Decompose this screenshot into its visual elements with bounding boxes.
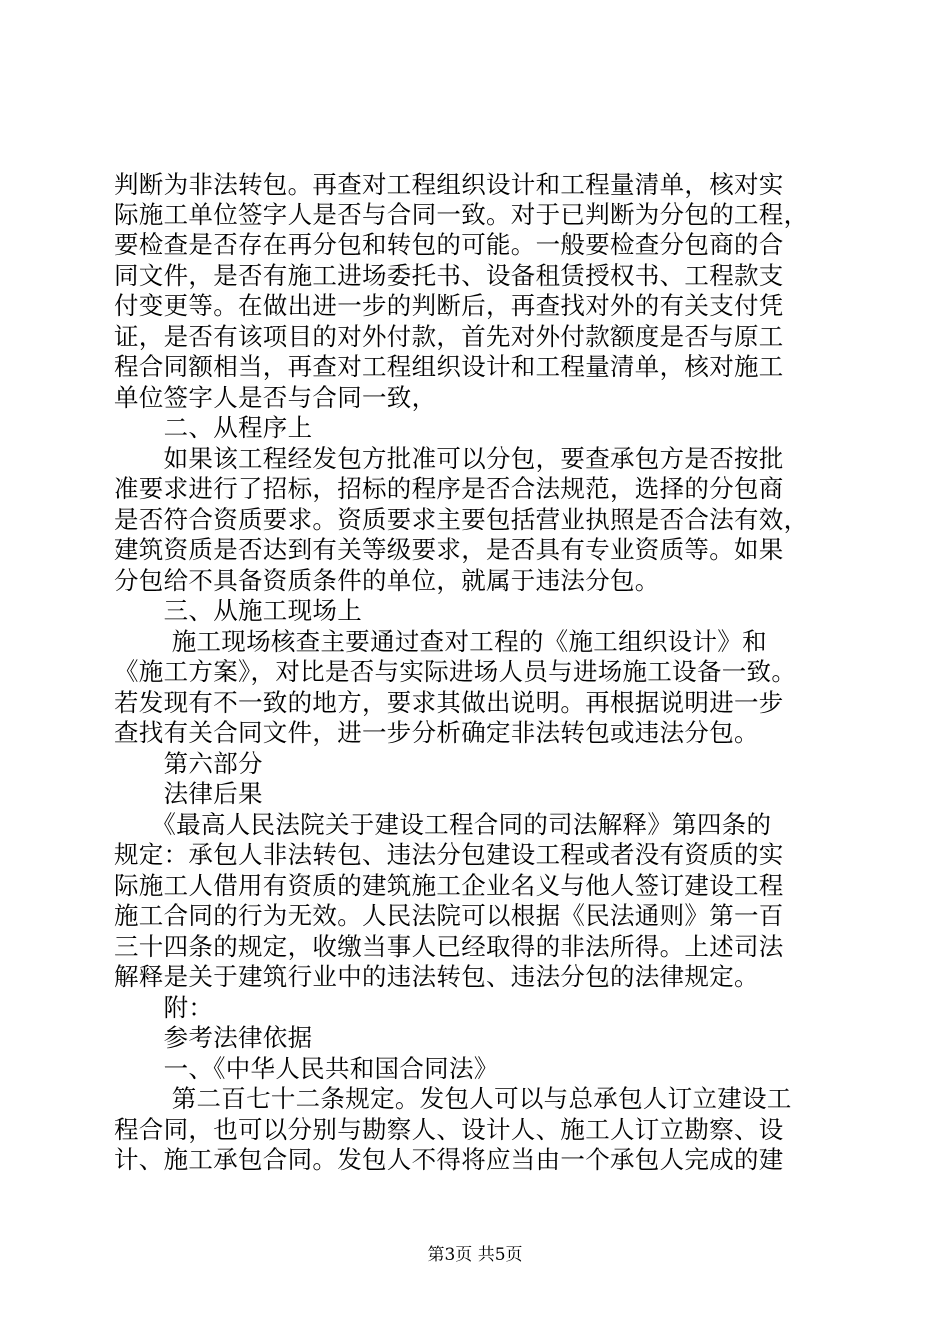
body-line: 《最高人民法院关于建设工程合同的司法解释》第四条的 — [114, 810, 772, 839]
body-line: 建筑资质是否达到有关等级要求，是否具有专业资质等。如果 — [114, 535, 784, 564]
section-heading: 第六部分 — [114, 749, 263, 778]
section-heading: 一、《中华人民共和国合同法》 — [114, 1054, 499, 1083]
body-line: 《施工方案》，对比是否与实际进场人员与进场施工设备一致。 — [114, 657, 797, 686]
body-line: 程合同，也可以分别与勘察人、设计人、施工人订立勘察、设 — [114, 1115, 784, 1144]
body-line: 单位签字人是否与合同一致， — [114, 383, 437, 412]
section-heading: 三、从施工现场上 — [114, 596, 362, 625]
section-heading: 参考法律依据 — [114, 1023, 313, 1052]
body-line: 同文件，是否有施工进场委托书、设备租赁授权书、工程款支 — [114, 261, 784, 290]
body-line: 施工现场核查主要通过查对工程的《施工组织设计》和 — [114, 627, 767, 656]
body-line: 证，是否有该项目的对外付款，首先对外付款额度是否与原工 — [114, 322, 784, 351]
body-line: 付变更等。在做出进一步的判断后，再查找对外的有关支付凭 — [114, 291, 784, 320]
body-line: 规定：承包人非法转包、违法分包建设工程或者没有资质的实 — [114, 840, 784, 869]
body-line: 判断为非法转包。再查对工程组织设计和工程量清单，核对实 — [114, 170, 784, 199]
body-line: 是否符合资质要求。资质要求主要包括营业执照是否合法有效， — [114, 505, 809, 534]
body-line: 施工合同的行为无效。人民法院可以根据《民法通则》第一百 — [114, 901, 784, 930]
section-heading: 法律后果 — [114, 779, 263, 808]
body-line: 如果该工程经发包方批准可以分包，要查承包方是否按批 — [114, 444, 784, 473]
section-heading: 附： — [114, 993, 214, 1022]
body-line: 解释是关于建筑行业中的违法转包、违法分包的法律规定。 — [114, 962, 759, 991]
body-line: 计、施工承包合同。发包人不得将应当由一个承包人完成的建 — [114, 1145, 784, 1174]
page-footer: 第3页 共5页 — [427, 1245, 523, 1265]
body-line: 三十四条的规定，收缴当事人已经取得的非法所得。上述司法 — [114, 932, 784, 961]
body-line: 若发现有不一致的地方，要求其做出说明。再根据说明进一步 — [114, 688, 784, 717]
body-line: 程合同额相当，再查对工程组织设计和工程量清单，核对施工 — [114, 352, 784, 381]
body-line: 第二百七十二条规定。发包人可以与总承包人订立建设工 — [114, 1084, 792, 1113]
body-line: 准要求进行了招标，招标的程序是否合法规范，选择的分包商 — [114, 474, 784, 503]
section-heading: 二、从程序上 — [114, 413, 313, 442]
body-line: 际施工人借用有资质的建筑施工企业名义与他人签订建设工程 — [114, 871, 784, 900]
body-line: 查找有关合同文件，进一步分析确定非法转包或违法分包。 — [114, 718, 759, 747]
body-line: 要检查是否存在再分包和转包的可能。一般要检查分包商的合 — [114, 230, 784, 259]
body-line: 分包给不具备资质条件的单位，就属于违法分包。 — [114, 566, 660, 595]
body-line: 际施工单位签字人是否与合同一致。对于已判断为分包的工程， — [114, 200, 809, 229]
